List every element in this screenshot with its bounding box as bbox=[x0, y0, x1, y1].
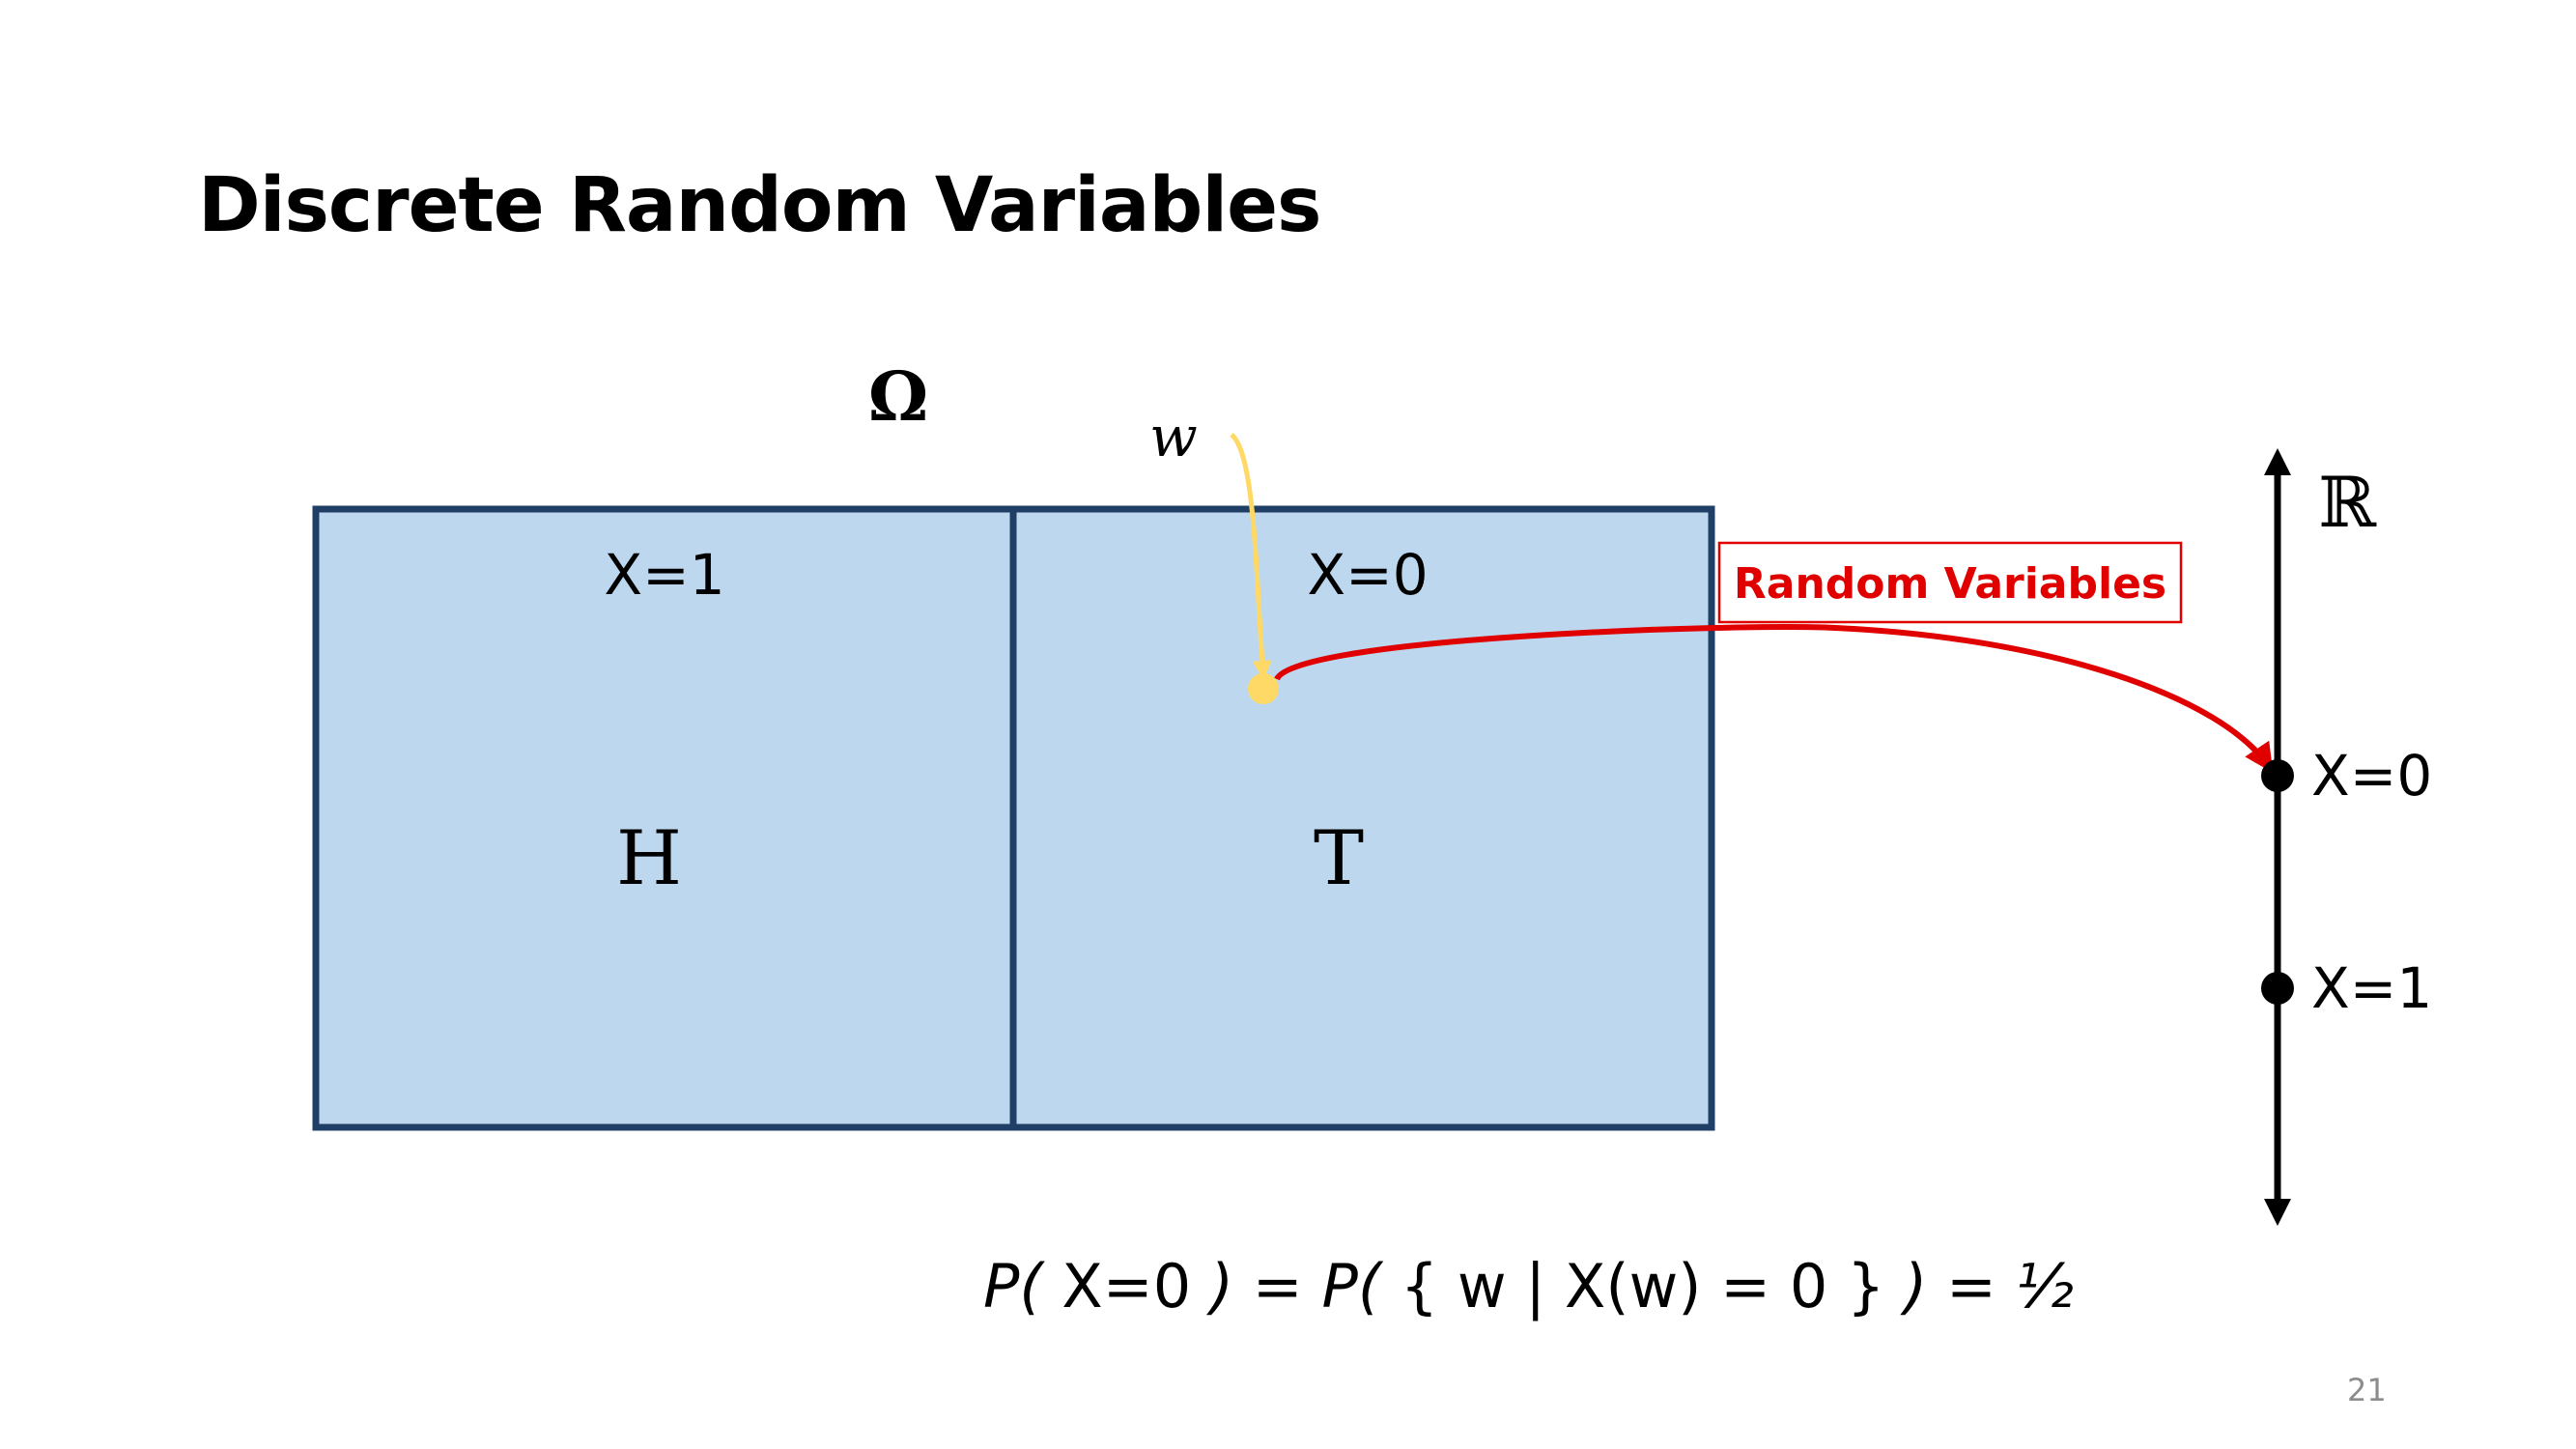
outcome-h-symbol: H bbox=[615, 815, 683, 902]
real-line-label-x0: X=0 bbox=[2311, 743, 2433, 809]
omega-symbol: Ω bbox=[867, 356, 929, 437]
sample-point-dot bbox=[1248, 673, 1279, 704]
formula-lhs-p: P( bbox=[983, 1251, 1043, 1321]
slide-title: Discrete Random Variables bbox=[198, 162, 1321, 249]
outcome-t-value-label: X=0 bbox=[1307, 542, 1429, 608]
real-line-point-x1 bbox=[2261, 972, 2294, 1005]
formula-equals-2: = bbox=[1927, 1251, 2016, 1321]
formula-lhs-close: ) bbox=[1209, 1251, 1234, 1321]
formula-equals-1: = bbox=[1233, 1251, 1322, 1321]
formula-rhs-p: P( bbox=[1321, 1251, 1382, 1321]
outcome-h-value-label: X=1 bbox=[604, 542, 725, 608]
outcome-t-symbol: T bbox=[1313, 815, 1365, 902]
sample-point-label: w bbox=[1149, 404, 1198, 469]
formula-result: ½ bbox=[2015, 1251, 2074, 1321]
formula-rhs-set: { w | X(w) = 0 } bbox=[1381, 1251, 1905, 1321]
real-numbers-symbol: ℝ bbox=[2318, 462, 2376, 543]
random-variables-label: Random Variables bbox=[1733, 559, 2167, 609]
probability-formula bbox=[983, 1251, 2074, 1321]
real-line-label-x1: X=1 bbox=[2311, 955, 2433, 1021]
real-line-point-x0 bbox=[2261, 759, 2294, 792]
formula-lhs-event: X=0 bbox=[1042, 1251, 1210, 1321]
formula-rhs-close: ) bbox=[1904, 1251, 1928, 1321]
page-number: 21 bbox=[2347, 1372, 2387, 1408]
